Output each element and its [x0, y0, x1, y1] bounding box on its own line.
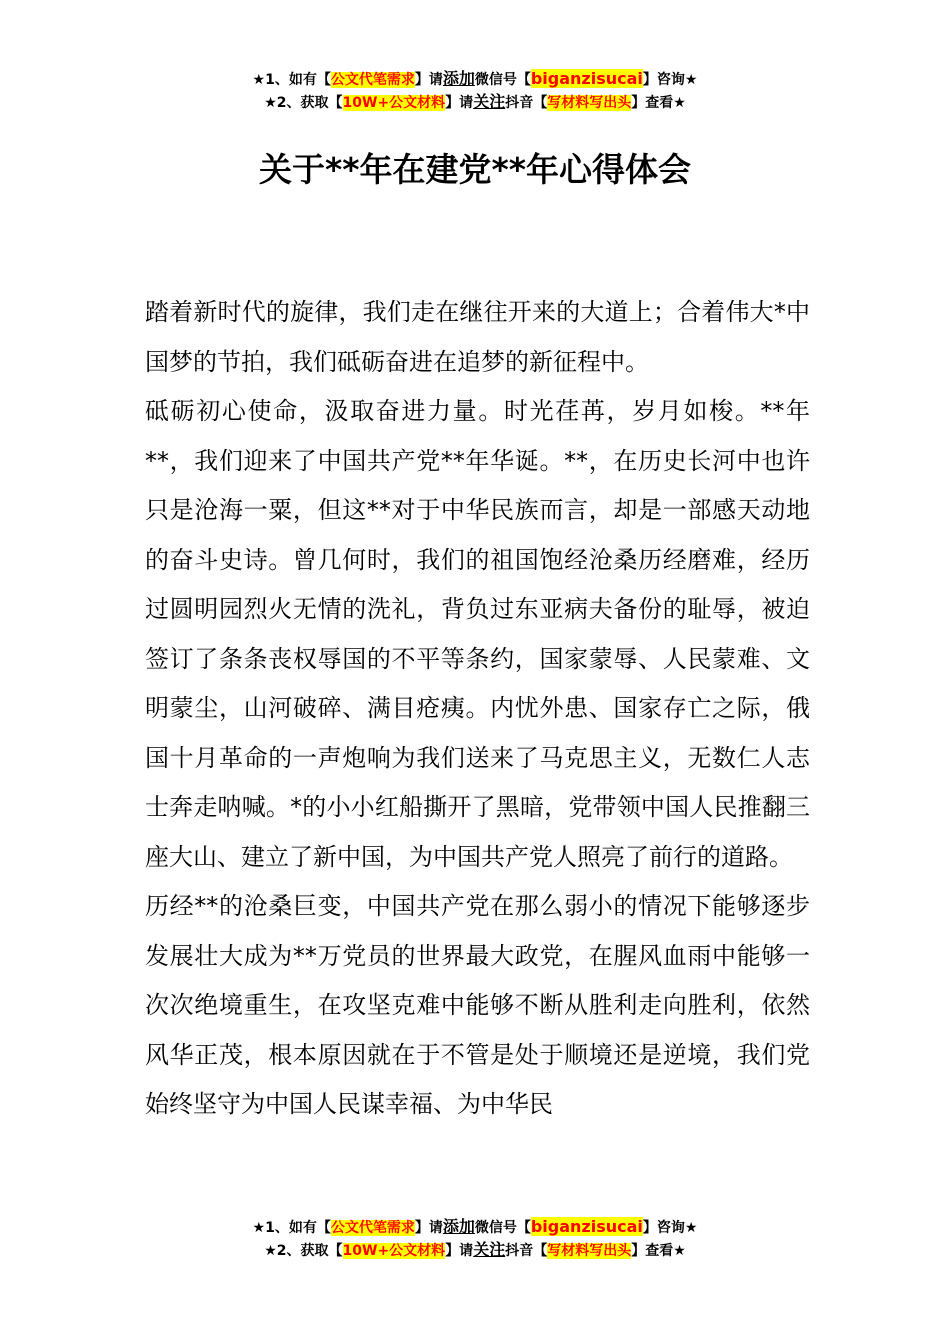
banner-text: ★1、如有【	[252, 1220, 331, 1236]
banner-text: 】咨询★	[642, 72, 698, 88]
banner-line-2	[0, 91, 950, 114]
header-banner	[0, 68, 950, 114]
banner-text: ★2、获取【	[264, 95, 343, 111]
footer-banner	[0, 1216, 950, 1262]
banner-wechat-id: biganzisucai	[530, 1217, 643, 1236]
banner-emphasis: 关注	[473, 92, 506, 111]
banner-text: ★1、如有【	[252, 72, 331, 88]
banner-text: ★2、获取【	[264, 1243, 343, 1259]
banner-line-1	[0, 68, 950, 91]
banner-text: 微信号【	[474, 72, 531, 88]
banner-highlight: 公文代笔需求	[330, 72, 415, 88]
banner-highlight: 10W+公文材料	[342, 1243, 446, 1259]
banner-text: 】请	[414, 1220, 443, 1236]
body-paragraph: 历经**的沧桑巨变，中国共产党在那么弱小的情况下能够逐步发展壮大成为**万党员的世界最大政党，在腥风血雨中能够一次次绝境重生，在攻坚克难中能够不断从胜利走向胜利，依然风华正茂，根本原因就在于不管是处于顺境还是逆境，我们党始终坚守为中国人民谋幸福、为中华民	[145, 892, 810, 1118]
body-paragraph: 踏着新时代的旋律，我们走在继往开来的大道上；合着伟大*中国梦的节拍，我们砥砺奋进在追梦的新征程中。	[145, 298, 810, 376]
banner-emphasis: 添加	[442, 69, 475, 88]
banner-wechat-id: biganzisucai	[530, 69, 643, 88]
banner-text: 】请	[445, 1243, 474, 1259]
banner-text: 抖音【	[505, 95, 548, 111]
banner-text: 抖音【	[505, 1243, 548, 1259]
banner-line-2	[0, 1239, 950, 1262]
banner-text: 】请	[445, 95, 474, 111]
banner-douyin-id: 写材料写出头	[547, 1243, 632, 1259]
banner-text: 】查看★	[631, 95, 686, 111]
banner-highlight: 10W+公文材料	[342, 95, 446, 111]
banner-highlight: 公文代笔需求	[330, 1220, 415, 1236]
banner-emphasis: 添加	[442, 1217, 475, 1236]
body-paragraph: 砥砺初心使命，汲取奋进力量。时光荏苒，岁月如梭。**年**，我们迎来了中国共产党**年华诞。**，在历史长河中也许只是沧海一粟，但这**对于中华民族而言，却是一部感天动地的奋斗史诗。曾几何时，我们的祖国饱经沧桑历经磨难，经历过圆明园烈火无情的洗礼，背负过东亚病夫备份的耻辱，被迫签订了条条丧权辱国的不平等条约，国家蒙辱、人民蒙难、文明蒙尘，山河破碎、满目疮痍。内忧外患、国家存亡之际，俄国十月革命的一声炮响为我们送来了马克思主义，无数仁人志士奔走呐喊。*的小小红船撕开了黑暗，党带领中国人民推翻三座大山、建立了新中国，为中国共产党人照亮了前行的道路。	[145, 397, 810, 871]
banner-text: 】查看★	[631, 1243, 686, 1259]
banner-emphasis: 关注	[473, 1240, 506, 1259]
document-body	[145, 288, 810, 1130]
banner-text: 微信号【	[474, 1220, 531, 1236]
banner-text: 】请	[414, 72, 443, 88]
banner-douyin-id: 写材料写出头	[547, 95, 632, 111]
document-title: 关于**年在建党**年心得体会	[258, 150, 692, 189]
banner-text: 】咨询★	[642, 1220, 698, 1236]
banner-line-1	[0, 1216, 950, 1239]
